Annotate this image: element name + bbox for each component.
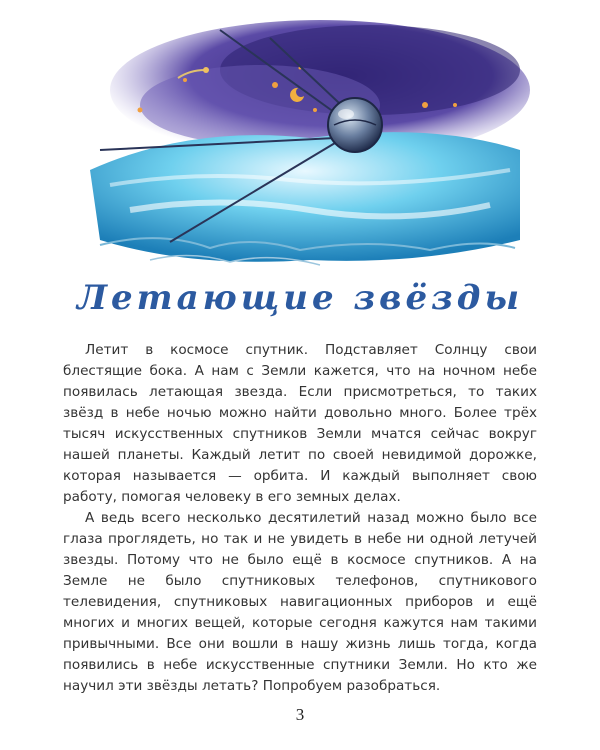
page-number: 3 [295, 705, 305, 724]
satellite-icon [328, 98, 382, 152]
earth-horizon [90, 132, 520, 265]
page-title: Летающие звёзды [76, 278, 524, 318]
paragraph: Летит в космосе спутник. Подставляет Солнцу свои блестящие бока. А нам с Земли кажется, что на ночном небе появилась летающая звезда. Если присмотреться, то таких звёзд в небе ночью можно найти довольно много. Более трёх тысяч искусственных спутников Земли мчатся сейчас вокруг нашей планеты. Каждый летит по своей невидимой дорожке, которая называется — орбита. И каждый выполняет свою работу, помогая человеку в его земных делах. [63, 342, 537, 505]
body-text [63, 340, 537, 697]
satellite-illustration [70, 10, 530, 275]
paragraph: А ведь всего несколько десятилетий назад можно было все глаза проглядеть, но так и не увидеть в небе ни одной летучей звезды. Потому что не было ещё в космосе спутников. А на Земле не было спутниковых телефонов, спутникового телевидения, спутниковых навигационных приборов и ещё многих и многих вещей, которые сегодня кажутся нам такими привычными. Все они вошли в нашу жизнь лишь тогда, когда появились в небе искусственные спутники Земли. Но кто же научил эти звёзды летать? Попробуем разобраться. [63, 510, 537, 694]
